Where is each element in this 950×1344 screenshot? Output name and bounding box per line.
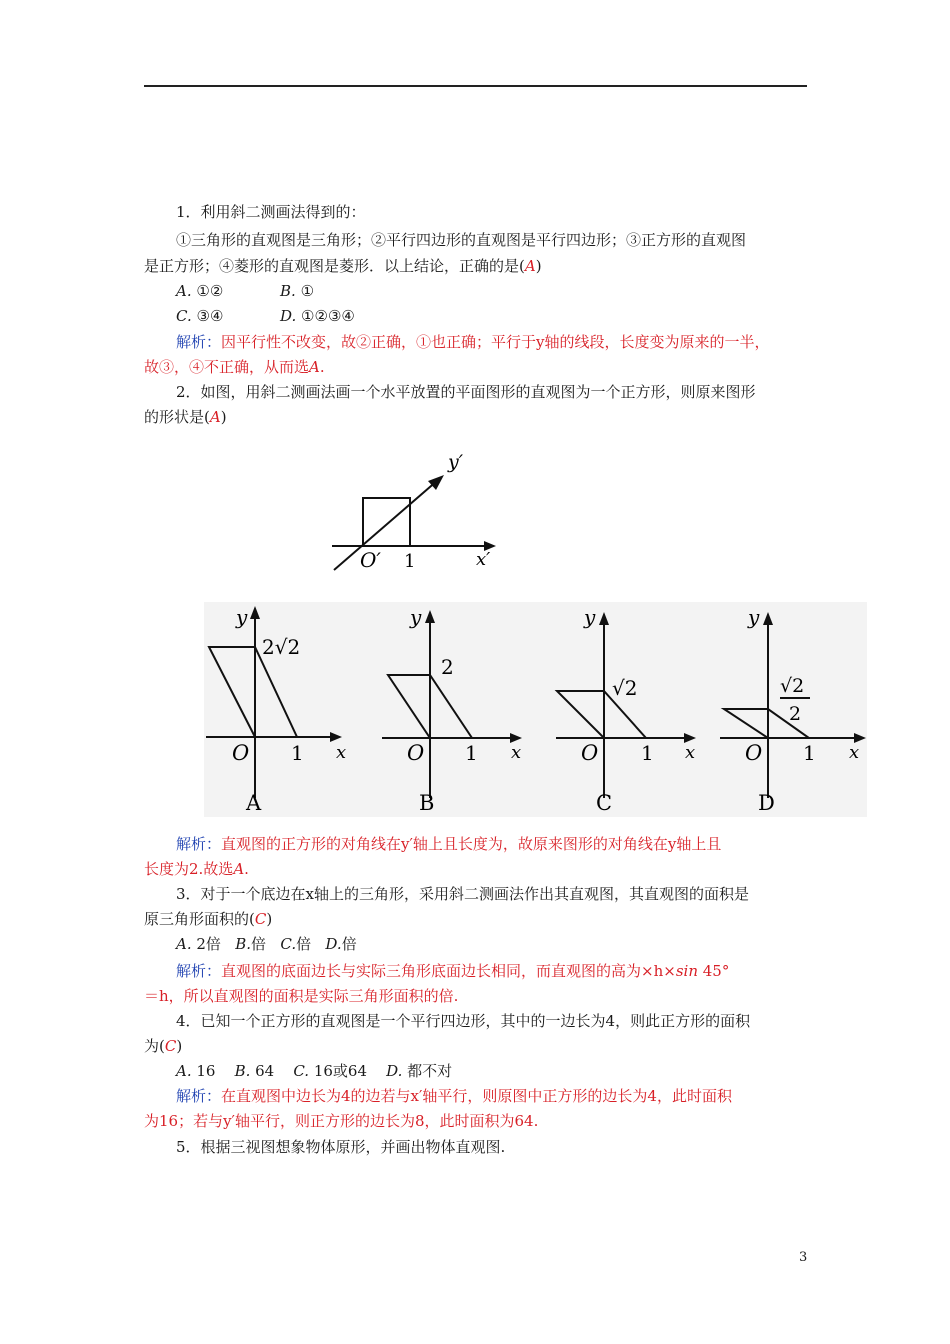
svg-text:x: x: [685, 742, 696, 763]
svg-text:y: y: [584, 605, 596, 629]
q4-text-line1: 4．已知一个正方形的直观图是一个平行四边形，其中的一边长为4，则此正方形的面积: [176, 1012, 751, 1030]
page-number: 3: [799, 1250, 808, 1265]
option-c-graph: [556, 605, 696, 815]
q3-solution-label: 解析：: [176, 962, 222, 980]
q4-solution-line2: 为16；若与y′轴平行，则正方形的边长为8，此时面积为64.: [144, 1112, 539, 1130]
option-b-graph: [382, 605, 522, 815]
unit-label: 1: [404, 551, 416, 572]
q1-stem: 1．利用斜二测画法得到的：: [176, 203, 366, 221]
svg-text:O: O: [232, 741, 250, 765]
svg-text:x: x: [511, 742, 522, 763]
option-b-height: 2: [441, 655, 454, 679]
q3-solution-line1: 解析：直观图的底面边长与实际三角形底面边长相同，而直观图的高为×h×sin 45°: [176, 962, 730, 980]
option-b-label: B: [419, 791, 435, 815]
svg-text:1: 1: [291, 741, 304, 765]
option-c-height: √2: [612, 676, 638, 700]
svg-text:y: y: [236, 605, 248, 629]
q4-answer: C: [164, 1037, 177, 1055]
svg-text:1: 1: [641, 741, 654, 765]
q3-answer: C: [254, 910, 267, 928]
q2-solution-label: 解析：: [176, 835, 222, 853]
header-rule: [144, 85, 807, 87]
svg-text:O: O: [581, 741, 599, 765]
option-d-graph: [720, 605, 866, 815]
options-figure: [204, 602, 867, 817]
q4-text-line2: 为(C): [144, 1037, 183, 1055]
option-d-height-denominator: 2: [789, 703, 802, 725]
svg-text:y: y: [748, 605, 760, 629]
option-a-height: 2√2: [262, 635, 301, 659]
q5-text: 5．根据三视图想象物体原形，并画出物体直观图.: [176, 1138, 506, 1156]
svg-text:1: 1: [465, 741, 478, 765]
option-a-graph: [206, 605, 346, 815]
q1-answer: A: [524, 257, 536, 275]
x-prime-label: x′: [476, 549, 491, 570]
q4-solution-line1: 解析：在直观图中边长为4的边若与x′轴平行，则原图中正方形的边长为4，此时面积: [176, 1087, 732, 1105]
q1-solution-label: 解析：: [176, 333, 222, 351]
intuitive-figure: [330, 448, 500, 576]
q3-options: A. 2倍 B.倍 C.倍 D.倍: [176, 935, 357, 953]
origin-label: O′: [360, 548, 381, 572]
svg-text:y: y: [410, 605, 422, 629]
q1-solution-line2: 故③，④不正确，从而选A.: [144, 358, 325, 376]
q4-solution-label: 解析：: [176, 1087, 222, 1105]
q2-text-line1: 2．如图，用斜二测画法画一个水平放置的平面图形的直观图为一个正方形，则原来图形: [176, 383, 756, 401]
q1-text-line2: 是正方形；④菱形的直观图是菱形．以上结论，正确的是(A): [144, 257, 542, 275]
q3-text-line2: 原三角形面积的(C): [144, 910, 273, 928]
q4-options: A. 16 B. 64 C. 16或64 D. 都不对: [176, 1062, 453, 1080]
q2-solution-line2: 长度为2.故选A.: [144, 860, 249, 878]
svg-text:x: x: [849, 742, 860, 763]
q1-text-line1: ①三角形的直观图是三角形；②平行四边形的直观图是平行四边形；③正方形的直观图: [176, 231, 747, 249]
q2-text-line2: 的形状是(A): [144, 408, 227, 426]
option-a-label: A: [246, 791, 262, 815]
option-c-label: C: [596, 791, 613, 815]
svg-text:O: O: [745, 741, 763, 765]
option-d-height-numerator: √2: [780, 675, 805, 697]
q1-solution-line1: 解析：因平行性不改变，故②正确，①也正确；平行于y轴的线段，长度变为原来的一半，: [176, 333, 770, 351]
q1-options-ab: A. ①② B. ①: [176, 282, 315, 300]
q1-options-cd: C. ③④ D. ①②③④: [176, 307, 355, 325]
y-prime-axis: [334, 480, 438, 570]
q3-text-line1: 3．对于一个底边在x轴上的三角形，采用斜二测画法作出其直观图，其直观图的面积是: [176, 885, 750, 903]
svg-text:x: x: [336, 742, 347, 763]
option-d-label: D: [758, 791, 775, 815]
svg-text:O: O: [407, 741, 425, 765]
q3-solution-line2: ＝h，所以直观图的面积是实际三角形面积的倍.: [144, 987, 459, 1005]
y-prime-label: y′: [448, 451, 464, 473]
svg-text:1: 1: [803, 741, 816, 765]
q2-answer: A: [209, 408, 221, 426]
q2-solution-line1: 解析：直观图的正方形的对角线在y′轴上且长度为，故原来图形的对角线在y轴上且: [176, 835, 722, 853]
